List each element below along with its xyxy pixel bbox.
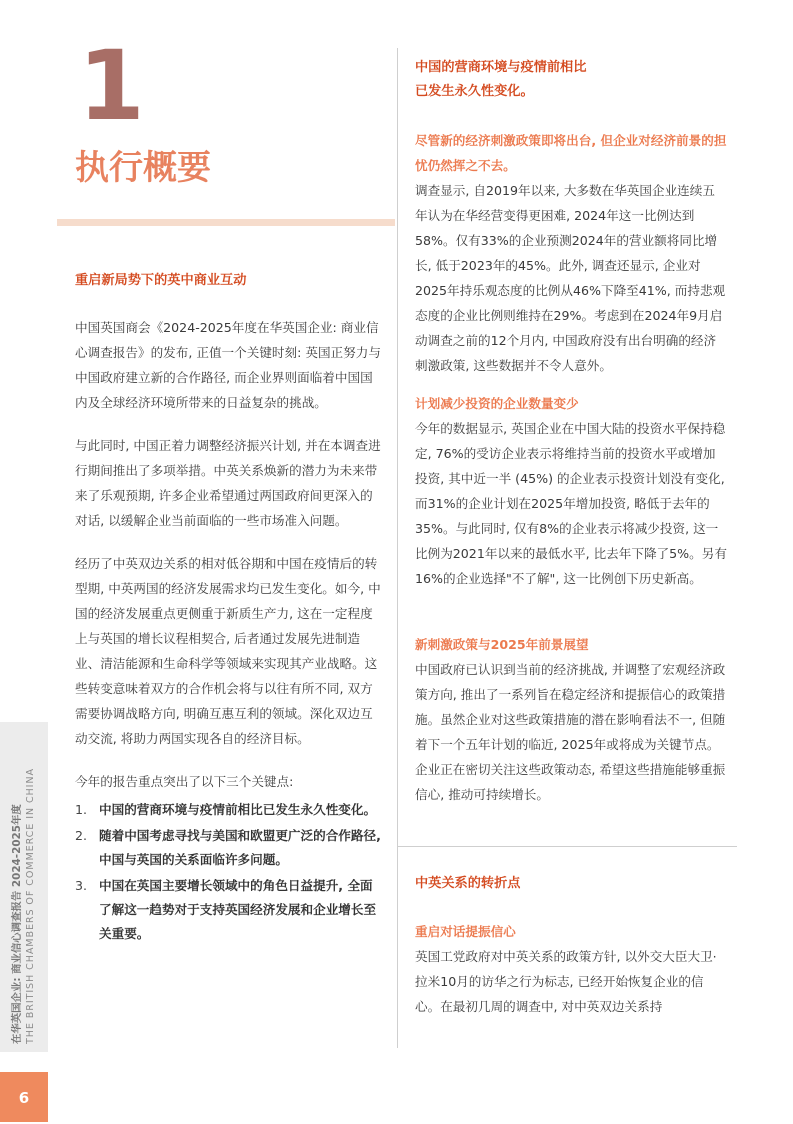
title-underline: [57, 219, 395, 226]
section-dialogue: [415, 919, 727, 1019]
left-heading: 重启新局势下的英中商业互动: [75, 273, 247, 288]
key-point-text: 随着中国考虑寻找与美国和欧盟更广泛的合作路径, 中国与英国的关系面临许多问题。: [99, 828, 381, 867]
right-heading-line-2: 已发生永久性变化。: [415, 84, 534, 99]
section-body: 英国工党政府对中英关系的政策方针, 以外交大臣大卫·拉米10月的访华之行为标志, 已经开始恢复企业的信心。在最初几周的调查中, 对中英双边关系持: [415, 949, 717, 1014]
section-investment: [415, 391, 727, 591]
section-outlook: [415, 128, 727, 378]
side-banner-report-title: 在华英国企业: 商业信心调查报告 2024-2025年度: [11, 804, 23, 1044]
key-point: [75, 874, 385, 946]
key-point-number: 2.: [75, 828, 88, 843]
section-body: 中国政府已认识到当前的经济挑战, 并调整了宏观经济政策方向, 推出了一系列旨在稳定经济和提振信心的政策措施。虽然企业对这些政策措施的潜在影响看法不一, 但随着下一个五年计划的临近, 2025年或将成为关键节点。企业正在密切关注这些政策动态, 希望这些措施能够重振信心, 推动可持续增长。: [415, 662, 726, 802]
key-point-number: 3.: [75, 878, 88, 893]
key-points-intro: 今年的报告重点突出了以下三个关键点:: [75, 774, 294, 789]
column-divider: [397, 48, 398, 1048]
side-banner-organization: THE BRITISH CHAMBERS OF COMMERCE IN CHINA: [25, 768, 36, 1044]
section-heading: 重启对话提振信心: [415, 924, 516, 939]
page-title: 执行概要: [75, 148, 211, 188]
section-heading: 尽管新的经济刺激政策即将出台, 但企业对经济前景的担忧仍然挥之不去。: [415, 133, 727, 173]
side-banner-text: [11, 768, 37, 1044]
section-heading: 计划减少投资的企业数量变少: [415, 396, 579, 411]
china-relations-heading-block: [415, 872, 727, 896]
china-relations-heading: 中英关系的转折点: [415, 876, 521, 891]
section-heading: 新刺激政策与2025年前景展望: [415, 637, 589, 652]
section-body: 今年的数据显示, 英国企业在中国大陆的投资水平保持稳定, 76%的受访企业表示将维持当前的投资水平或增加投资, 其中近一半 (45%) 的企业表示投资计划没有变化, 而31%的企业计划在2025年增加投资, 略低于去年的35%。与此同时, 仅有8%的企业表示将减少投资, 这一比例为2021年以来的最低水平, 比去年下降了5%。另有16%的企业选择"不了解", 这一比例创下历史新高。: [415, 421, 727, 586]
section-stimulus: [415, 632, 727, 807]
key-point-text: 中国的营商环境与疫情前相比已发生永久性变化。: [99, 802, 377, 817]
page-number: 6: [0, 1072, 48, 1122]
right-heading: [415, 56, 725, 104]
right-heading-line-1: 中国的营商环境与疫情前相比: [415, 60, 587, 75]
section-divider: [397, 846, 737, 847]
paragraph-2: 与此同时, 中国正着力调整经济振兴计划, 并在本调查进行期间推出了多项举措。中英关系焕新的潜力为未来带来了乐观预期, 许多企业希望通过两国政府间更深入的对话, 以缓解企业当前面临的一些市场准入问题。: [75, 438, 381, 528]
key-points-list: [75, 798, 385, 946]
key-point: [75, 824, 385, 872]
paragraph-3: 经历了中英双边关系的相对低谷期和中国在疫情后的转型期, 中英两国的经济发展需求均已发生变化。如今, 中国的经济发展重点更侧重于新质生产力, 这在一定程度上与英国的增长议程相契合, 后者通过发展先进制造业、清洁能源和生命科学等领域来实现其产业战略。这些转变意味着双方的合作机会将与以往有所不同, 双方需要协调战略方向, 明确互惠互利的领域。深化双边互动交流, 将助力两国实现各自的经济目标。: [75, 556, 381, 746]
chapter-number: 1: [78, 30, 145, 142]
right-main-heading: [415, 56, 725, 104]
key-point: [75, 798, 385, 822]
key-point-text: 中国在英国主要增长领域中的角色日益提升, 全面了解这一趋势对于支持英国经济发展和企业增长至关重要。: [99, 878, 377, 941]
paragraph-1: 中国英国商会《2024-2025年度在华英国企业: 商业信心调查报告》的发布, 正值一个关键时刻: 英国正努力与中国政府建立新的合作路径, 而企业界则面临着中国国内及全球经济环境所带来的日益复杂的挑战。: [75, 320, 381, 410]
left-column: [75, 268, 385, 948]
section-body: 调查显示, 自2019年以来, 大多数在华英国企业连续五年认为在华经营变得更困难, 2024年这一比例达到58%。仅有33%的企业预测2024年的营业额将同比增长, 低于2023年的45%。此外, 调查还显示, 企业对2025年持乐观态度的比例从46%下降至41%, 而持悲观态度的企业比例则维持在29%。考虑到在2024年9月启动调查之前的12个月内, 中国政府没有出台明确的经济刺激政策, 这些数据并不令人意外。: [415, 183, 726, 373]
key-point-number: 1.: [75, 802, 88, 817]
